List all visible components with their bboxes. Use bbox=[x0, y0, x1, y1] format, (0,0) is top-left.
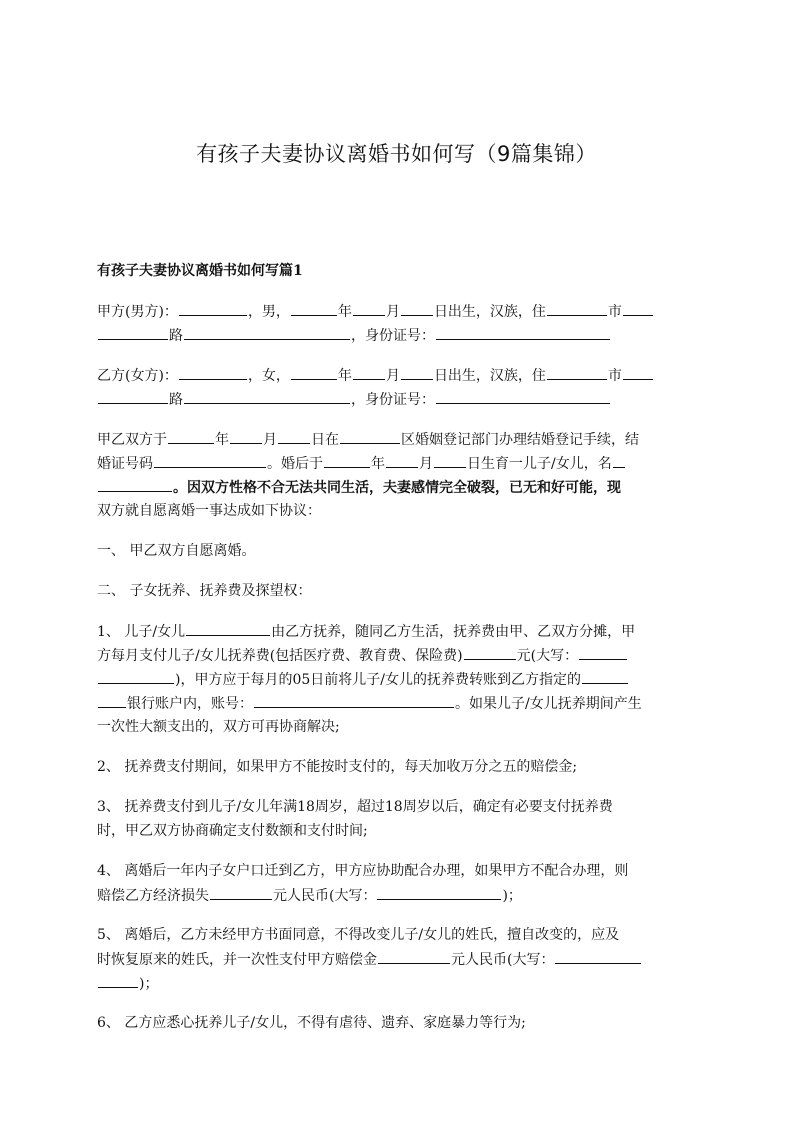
intro-line-1: 甲乙双方于 年 月 日在 区婚姻登记部门办理结婚登记手续，结 bbox=[97, 428, 697, 451]
blank-road-b bbox=[184, 388, 350, 404]
party-a-line-1: 甲方(男方)： ，男， 年 月 日出生，汉族，住 市 bbox=[97, 300, 697, 323]
clause-5-line-1: 5、 离婚后，乙方未经甲方书面同意，不得改变儿子/女儿的姓氏，擅自改变的，应及 bbox=[97, 927, 620, 943]
blank-id-b bbox=[436, 388, 610, 404]
blank-name-b bbox=[179, 364, 247, 380]
blank-city-a bbox=[547, 300, 607, 316]
party-a-line-2: 路 ，身份证号： bbox=[97, 324, 697, 347]
blank-id-a bbox=[436, 324, 610, 340]
blank-road-a bbox=[184, 324, 350, 340]
clause-2: 2、 抚养费支付期间，如果甲方不能按时支付的，每天加收万分之五的赔偿金; bbox=[97, 759, 578, 775]
blank-month-b bbox=[353, 364, 385, 380]
section-heading: 有孩子夫妻协议离婚书如何写篇1 bbox=[97, 263, 303, 279]
clause-1-line-3: )，甲方应于每月的05日前将儿子/女儿的抚养费转账到乙方指定的 bbox=[97, 668, 697, 691]
item-1: 一、 甲乙双方自愿离婚。 bbox=[97, 543, 256, 559]
clause-1-line-4: 银行账户内，账号： 。如果儿子/女儿抚养期间产生 bbox=[97, 692, 697, 715]
item-2: 二、 子女抚养、抚养费及探望权： bbox=[97, 583, 312, 599]
intro-line-3: 。因双方性格不合无法共同生活，夫妻感情完全破裂，已无和好可能，现 bbox=[97, 476, 697, 499]
clause-1-line-5: 一次性大额支出的，双方可再协商解决; bbox=[97, 719, 340, 735]
blank-name-a bbox=[179, 300, 247, 316]
intro-line-2: 婚证号码 。婚后于 年 月 日生育一儿子/女儿，名 bbox=[97, 452, 697, 475]
clause-5-line-3: )； bbox=[97, 972, 697, 995]
clause-6: 6、 乙方应悉心抚养儿子/女儿，不得有虐待、遗弃、家庭暴力等行为; bbox=[97, 1015, 526, 1031]
clause-4-line-2: 赔偿乙方经济损失 元人民币(大写： )； bbox=[97, 884, 697, 907]
clause-4-line-1: 4、 离婚后一年内子女户口迁到乙方，甲方应协助配合办理，如果甲方不配合办理，则 bbox=[97, 863, 629, 879]
blank-year-b bbox=[291, 364, 337, 380]
clause-3-line-2: 时，甲乙双方协商确定支付数额和支付时间; bbox=[97, 823, 368, 839]
clause-3-line-1: 3、 抚养费支付到儿子/女儿年满18周岁，超过18周岁以后，确定有必要支付抚养费 bbox=[97, 799, 613, 815]
blank-city-b bbox=[547, 364, 607, 380]
clause-5-line-2: 时恢复原来的姓氏，并一次性支付甲方赔偿金 元人民币(大写： bbox=[97, 948, 697, 971]
intro-line-4: 双方就自愿离婚一事达成如下协议： bbox=[97, 503, 321, 519]
blank-day-a bbox=[401, 300, 433, 316]
document-title: 有孩子夫妻协议离婚书如何写（9篇集锦） bbox=[196, 142, 597, 166]
blank-year-a bbox=[291, 300, 337, 316]
blank-month-a bbox=[353, 300, 385, 316]
blank-day-b bbox=[401, 364, 433, 380]
party-b-line-2: 路 ，身份证号： bbox=[97, 388, 697, 411]
clause-1-line-2: 方每月支付儿子/女儿抚养费(包括医疗费、教育费、保险费) 元(大写： bbox=[97, 644, 697, 667]
clause-1-line-1: 1、 儿子/女儿 由乙方抚养，随同乙方生活，抚养费由甲、乙双方分摊，甲 bbox=[97, 620, 697, 643]
party-b-line-1: 乙方(女方)： ，女， 年 月 日出生，汉族，住 市 bbox=[97, 364, 697, 387]
